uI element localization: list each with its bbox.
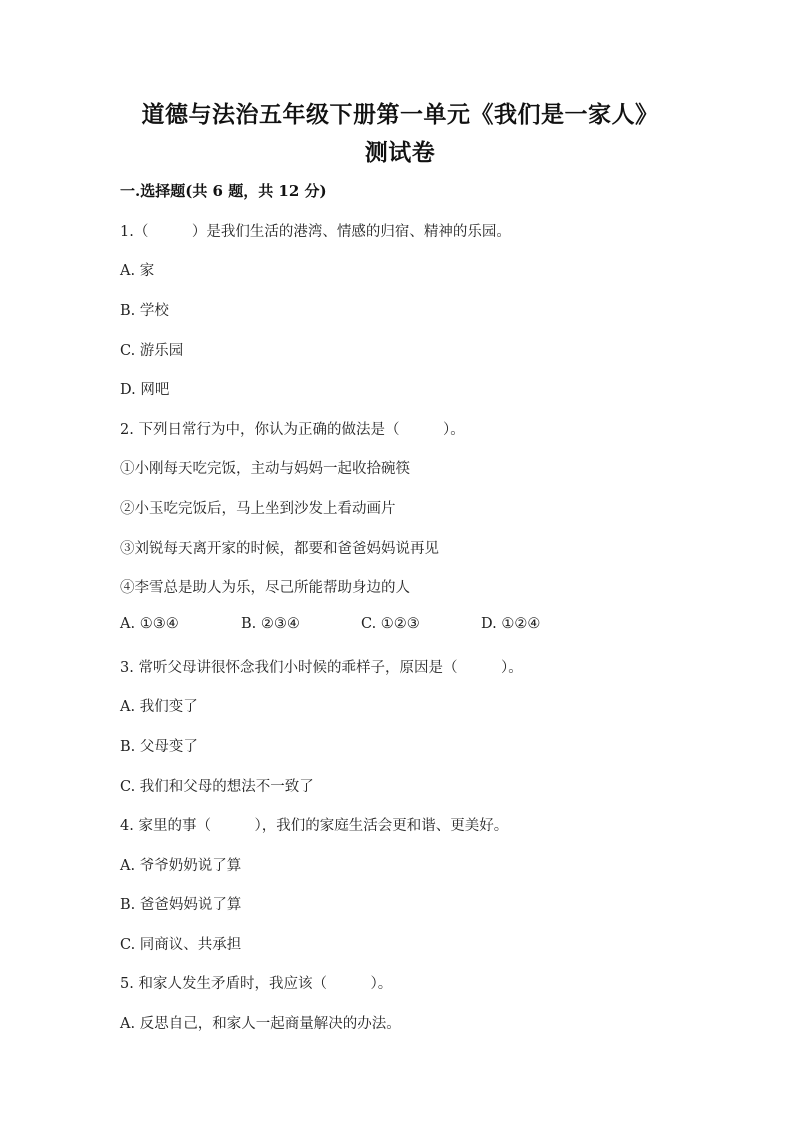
question-4-option-a: A. 爷爷奶奶说了算: [120, 858, 242, 874]
question-4-option-b: B. 爸爸妈妈说了算: [120, 897, 242, 913]
question-3-option-a: A. 我们变了: [120, 699, 198, 715]
section-heading: 一.选择题(共 6 题，共 12 分): [120, 182, 327, 200]
question-2-options-row: [120, 616, 680, 638]
question-2-option-a: A. ①③④: [120, 616, 179, 632]
question-5-option-a: A. 反思自己，和家人一起商量解决的办法。: [120, 1016, 401, 1032]
question-2-option-d: D. ①②④: [481, 616, 541, 632]
question-2-option-c: C. ①②③: [361, 616, 420, 632]
question-4-option-c: C. 同商议、共承担: [120, 937, 242, 953]
question-2-statement-3: ③刘锐每天离开家的时候，都要和爸爸妈妈说再见: [120, 541, 439, 557]
question-1-option-a: A. 家: [120, 263, 155, 279]
question-2-statement-1: ①小刚每天吃完饭，主动与妈妈一起收拾碗筷: [120, 461, 410, 477]
question-2-statement-2: ②小玉吃完饭后，马上坐到沙发上看动画片: [120, 501, 396, 517]
question-1-option-d: D. 网吧: [120, 382, 170, 398]
question-3-option-b: B. 父母变了: [120, 739, 198, 755]
question-5-stem: 5. 和家人发生矛盾时，我应该（ ）。: [120, 976, 393, 992]
question-3-stem: 3. 常听父母讲很怀念我们小时候的乖样子，原因是（ ）。: [120, 660, 523, 676]
question-2-option-b: B. ②③④: [241, 616, 300, 632]
question-1-stem: 1.（ ）是我们生活的港湾、情感的归宿、精神的乐园。: [120, 224, 511, 240]
question-2-statement-4: ④李雪总是助人为乐，尽己所能帮助身边的人: [120, 580, 410, 596]
question-3-option-c: C. 我们和父母的想法不一致了: [120, 779, 314, 795]
question-1-option-b: B. 学校: [120, 303, 169, 319]
page-subtitle: 测试卷: [364, 139, 436, 166]
page-title: 道德与法治五年级下册第一单元《我们是一家人》: [141, 101, 659, 128]
question-4-stem: 4. 家里的事（ ），我们的家庭生活会更和谐、更美好。: [120, 818, 509, 834]
question-1-option-c: C. 游乐园: [120, 343, 184, 359]
question-2-stem: 2. 下列日常行为中，你认为正确的做法是（ ）。: [120, 422, 465, 438]
